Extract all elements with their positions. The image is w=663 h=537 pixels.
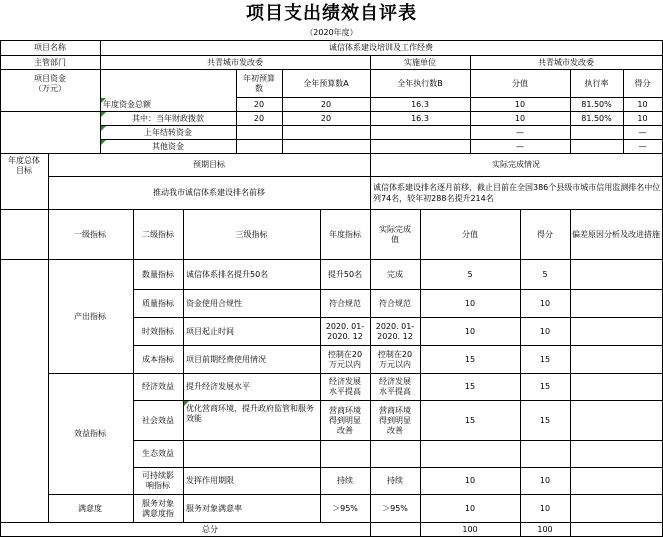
- ind-target: 控制在20 万元以内: [327, 349, 363, 369]
- fund-value: 10: [514, 113, 526, 123]
- fund-full: [282, 126, 370, 139]
- expected-goal-text: 推动我市诚信体系建设排名前移: [153, 188, 265, 197]
- year-label: （2020年度）: [305, 28, 358, 37]
- ind-target: ＞95%: [332, 503, 358, 513]
- cell-marker: [101, 140, 106, 145]
- ind-l2: 生态效益: [142, 449, 174, 458]
- ind-score: 15: [539, 415, 551, 425]
- cell-marker: [101, 112, 106, 117]
- l1-output: 产出指标: [74, 311, 106, 321]
- ind-header-actual: 实际完成 值: [379, 224, 411, 244]
- ind-header-target: 年度指标: [329, 229, 361, 239]
- col-full-budget: 全年预算数A: [303, 78, 349, 88]
- col-score: 得分: [634, 78, 651, 88]
- ind-score: 5: [542, 269, 548, 279]
- ind-actual: 符合规范: [379, 298, 411, 308]
- ind-l3: 优化营商环境，提升政府监管和服务效能: [186, 404, 314, 423]
- fund-score: —: [638, 127, 647, 137]
- fund-full: 20: [320, 99, 332, 109]
- fund-score: 10: [637, 99, 648, 109]
- ind-score: 15: [539, 354, 551, 364]
- ind-target: 持续: [337, 476, 353, 485]
- fund-executed: [370, 126, 470, 139]
- project-name-label: 项目名称: [34, 43, 66, 52]
- col-initial-budget: 年初预算 数: [243, 73, 275, 93]
- ind-l3: 项目前期经费使用情况: [186, 354, 266, 364]
- fund-value: —: [516, 141, 524, 151]
- ind-actual: ＞95%: [382, 503, 408, 513]
- ind-actual: 2020. 01- 2020. 12: [375, 321, 415, 341]
- ind-l2: 数量指标: [142, 269, 174, 279]
- total-score: 100: [537, 524, 553, 534]
- dept-label: 主管部门: [34, 57, 66, 67]
- cell-marker: [184, 401, 189, 406]
- ind-header-score: 得分: [537, 229, 553, 239]
- fund-value: 10: [514, 99, 526, 109]
- ind-score: 10: [539, 476, 551, 485]
- ind-target: 经济发展 水平提高: [329, 377, 361, 396]
- ind-score: 10: [539, 326, 551, 336]
- funds-label: 项目资金 （万元）: [34, 73, 66, 93]
- fund-initial: [236, 140, 282, 153]
- ind-target: 营商环境 得到明显 改善: [329, 405, 361, 435]
- l1-satisfaction: 满意度: [78, 503, 102, 513]
- col-executed: 全年执行数B: [397, 78, 443, 88]
- ind-target: 2020. 01- 2020. 12: [325, 321, 365, 341]
- unit-label: 实施单位: [404, 57, 436, 67]
- ind-l2: 可持续影 响指标: [142, 471, 174, 490]
- ind-value: 10: [464, 298, 476, 308]
- ind-l3: 发挥作用期限: [186, 476, 234, 485]
- annual-goal-label: 年度总体 目标: [8, 156, 40, 175]
- ind-target: 提升50名: [327, 269, 363, 279]
- fund-executed: 16.3: [411, 99, 429, 109]
- l1-benefit: 效益指标: [74, 429, 106, 438]
- fund-row-label: 年度资金总额: [103, 99, 151, 109]
- ind-value: 10: [464, 503, 476, 513]
- col-score-value: 分值: [512, 78, 528, 88]
- ind-l2: 服务对象 满意度指: [142, 498, 174, 518]
- unit-value: 共青城市发改委: [538, 57, 594, 67]
- ind-score: 10: [539, 503, 551, 513]
- ind-actual: 经济发展 水平提高: [379, 377, 411, 396]
- fund-executed: 16.3: [411, 113, 429, 123]
- ind-value: 15: [464, 382, 476, 391]
- expected-goal-header: 预期目标: [193, 160, 225, 169]
- ind-l2: 成本指标: [142, 354, 174, 364]
- fund-row-label: 其中：当年财政拨款: [132, 113, 204, 123]
- fund-row-label: 其他资金: [152, 141, 184, 151]
- fund-full: [282, 140, 370, 153]
- actual-goal-text: 诚信体系建设排名逐月前移，截止目前在全国386个县级市城市信用监测排名中位列74名，较年初288名提升214名: [373, 183, 661, 203]
- ind-value: [420, 441, 520, 467]
- ind-value: 10: [464, 476, 476, 485]
- fund-initial: 20: [253, 113, 265, 123]
- fund-rate: [570, 140, 623, 153]
- ind-target: 符合规范: [329, 298, 361, 308]
- ind-l2: 时效指标: [142, 326, 174, 336]
- fund-initial: [236, 126, 282, 139]
- ind-header-l1: 一级指标: [74, 229, 106, 239]
- total-label: 总分: [202, 524, 218, 534]
- ind-l3: 服务对象满意率: [186, 503, 242, 513]
- ind-value: 15: [464, 354, 476, 364]
- ind-header-reason: 偏差原因分析及改进措施: [572, 229, 660, 239]
- ind-actual: [370, 441, 420, 467]
- ind-score: 10: [539, 298, 551, 308]
- ind-header-l2: 二级指标: [142, 229, 174, 239]
- ind-l2: 经济效益: [142, 382, 174, 391]
- fund-score: 10: [637, 113, 648, 123]
- ind-target: [320, 441, 370, 467]
- cell-marker: [101, 98, 106, 103]
- fund-score: —: [638, 141, 647, 151]
- fund-rate: 81.50%: [581, 113, 612, 123]
- page-title: 项目支出绩效自评表: [246, 3, 417, 24]
- ind-header-l3: 三级指标: [235, 229, 268, 239]
- ind-value: 15: [464, 415, 476, 425]
- project-name-value: 诚信体系建设培训及工作经费: [329, 43, 433, 52]
- ind-value: 5: [467, 269, 473, 279]
- ind-value: 10: [464, 326, 476, 336]
- cell-marker: [101, 126, 106, 131]
- fund-executed: [370, 140, 470, 153]
- ind-actual: 持续: [387, 476, 403, 485]
- ind-header-value: 分值: [462, 229, 478, 239]
- ind-score: [520, 441, 570, 467]
- ind-l3: 诚信体系排名提升50名: [186, 269, 269, 279]
- ind-actual: 营商环境 得到明显 改善: [379, 405, 411, 435]
- dept-value: 共青城市发改委: [207, 57, 263, 67]
- col-exec-rate: 执行率: [584, 78, 609, 88]
- total-value: 100: [462, 524, 478, 534]
- ind-l3: 资金使用合规性: [186, 298, 242, 308]
- ind-actual: 完成: [387, 269, 403, 279]
- ind-l3: 提升经济发展水平: [186, 382, 250, 391]
- fund-value: —: [516, 127, 524, 137]
- fund-row-label: 上年结转资金: [144, 127, 192, 137]
- ind-l3: 项目起止时间: [186, 326, 234, 336]
- ind-actual: 控制在20 万元以内: [377, 349, 413, 369]
- ind-l3: [183, 441, 320, 467]
- ind-l2: 社会效益: [142, 415, 174, 425]
- ind-l2: 质量指标: [142, 298, 174, 308]
- actual-goal-header: 实际完成情况: [492, 160, 540, 169]
- ind-score: 15: [539, 382, 551, 391]
- fund-rate: 81.50%: [581, 99, 612, 109]
- fund-rate: [570, 126, 623, 139]
- fund-initial: 20: [253, 99, 265, 109]
- fund-full: 20: [320, 113, 332, 123]
